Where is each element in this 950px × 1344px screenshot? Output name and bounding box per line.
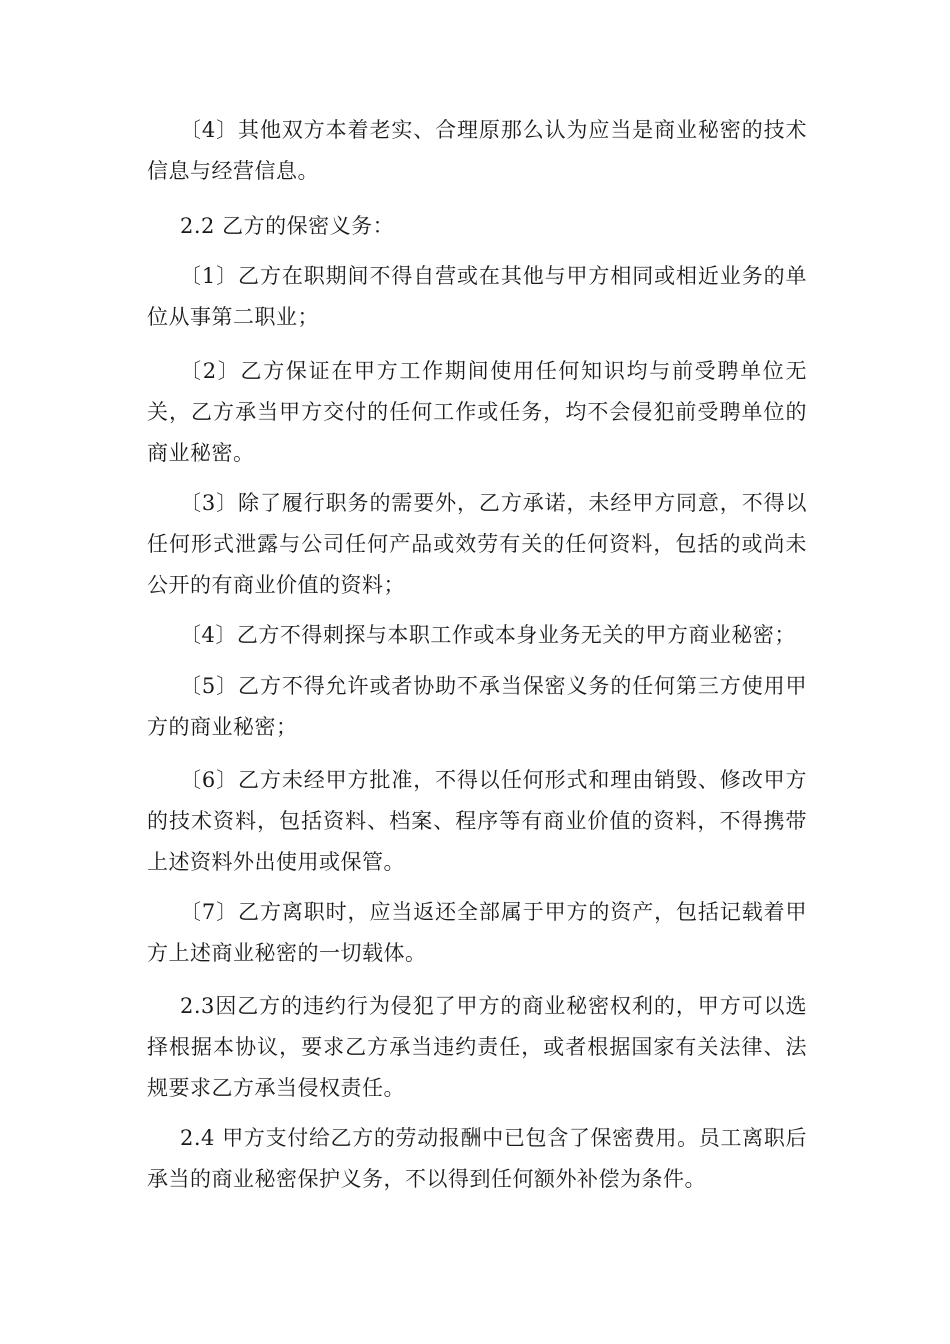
paragraph-duty-1: 〔1〕乙方在职期间不得自营或在其他与甲方相同或相近业务的单位从事第二职业； <box>147 264 807 329</box>
paragraph-duty-3: 〔3〕除了履行职务的需要外，乙方承诺，未经甲方同意，不得以任何形式泄露与公司任何产品或效劳有关的任何资料，包括的或尚未公开的有商业价值的资料； <box>147 491 807 597</box>
paragraph-duty-2: 〔2〕乙方保证在甲方工作期间使用任何知识均与前受聘单位无关，乙方承当甲方交付的任何工作或任务，均不会侵犯前受聘单位的商业秘密。 <box>147 359 807 465</box>
paragraph-confidential-info-4: 〔4〕其他双方本着老实、合理原那么认为应当是商业秘密的技术信息与经营信息。 <box>147 118 807 183</box>
paragraph-duty-5: 〔5〕乙方不得允许或者协助不承当保密义务的任何第三方使用甲方的商业秘密； <box>147 674 807 739</box>
section-heading-2-2: 2.2 乙方的保密义务： <box>180 214 395 238</box>
paragraph-duty-6: 〔6〕乙方未经甲方批准，不得以任何形式和理由销毁、修改甲方的技术资料，包括资料、档案、程序等有商业价值的资料，不得携带上述资料外出使用或保管。 <box>147 768 807 874</box>
paragraph-duty-4: 〔4〕乙方不得刺探与本职工作或本身业务无关的甲方商业秘密； <box>180 623 796 647</box>
paragraph-section-2-4: 2.4 甲方支付给乙方的劳动报酬中已包含了保密费用。员工离职后承当的商业秘密保护义务，不以得到任何额外补偿为条件。 <box>147 1126 807 1191</box>
paragraph-section-2-3: 2.3因乙方的违约行为侵犯了甲方的商业秘密权利的，甲方可以选择根据本协议，要求乙方承当违约责任，或者根据国家有关法律、法规要求乙方承当侵权责任。 <box>147 994 807 1100</box>
paragraph-duty-7: 〔7〕乙方离职时，应当返还全部属于甲方的资产，包括记载着甲方上述商业秘密的一切载体。 <box>147 900 807 965</box>
